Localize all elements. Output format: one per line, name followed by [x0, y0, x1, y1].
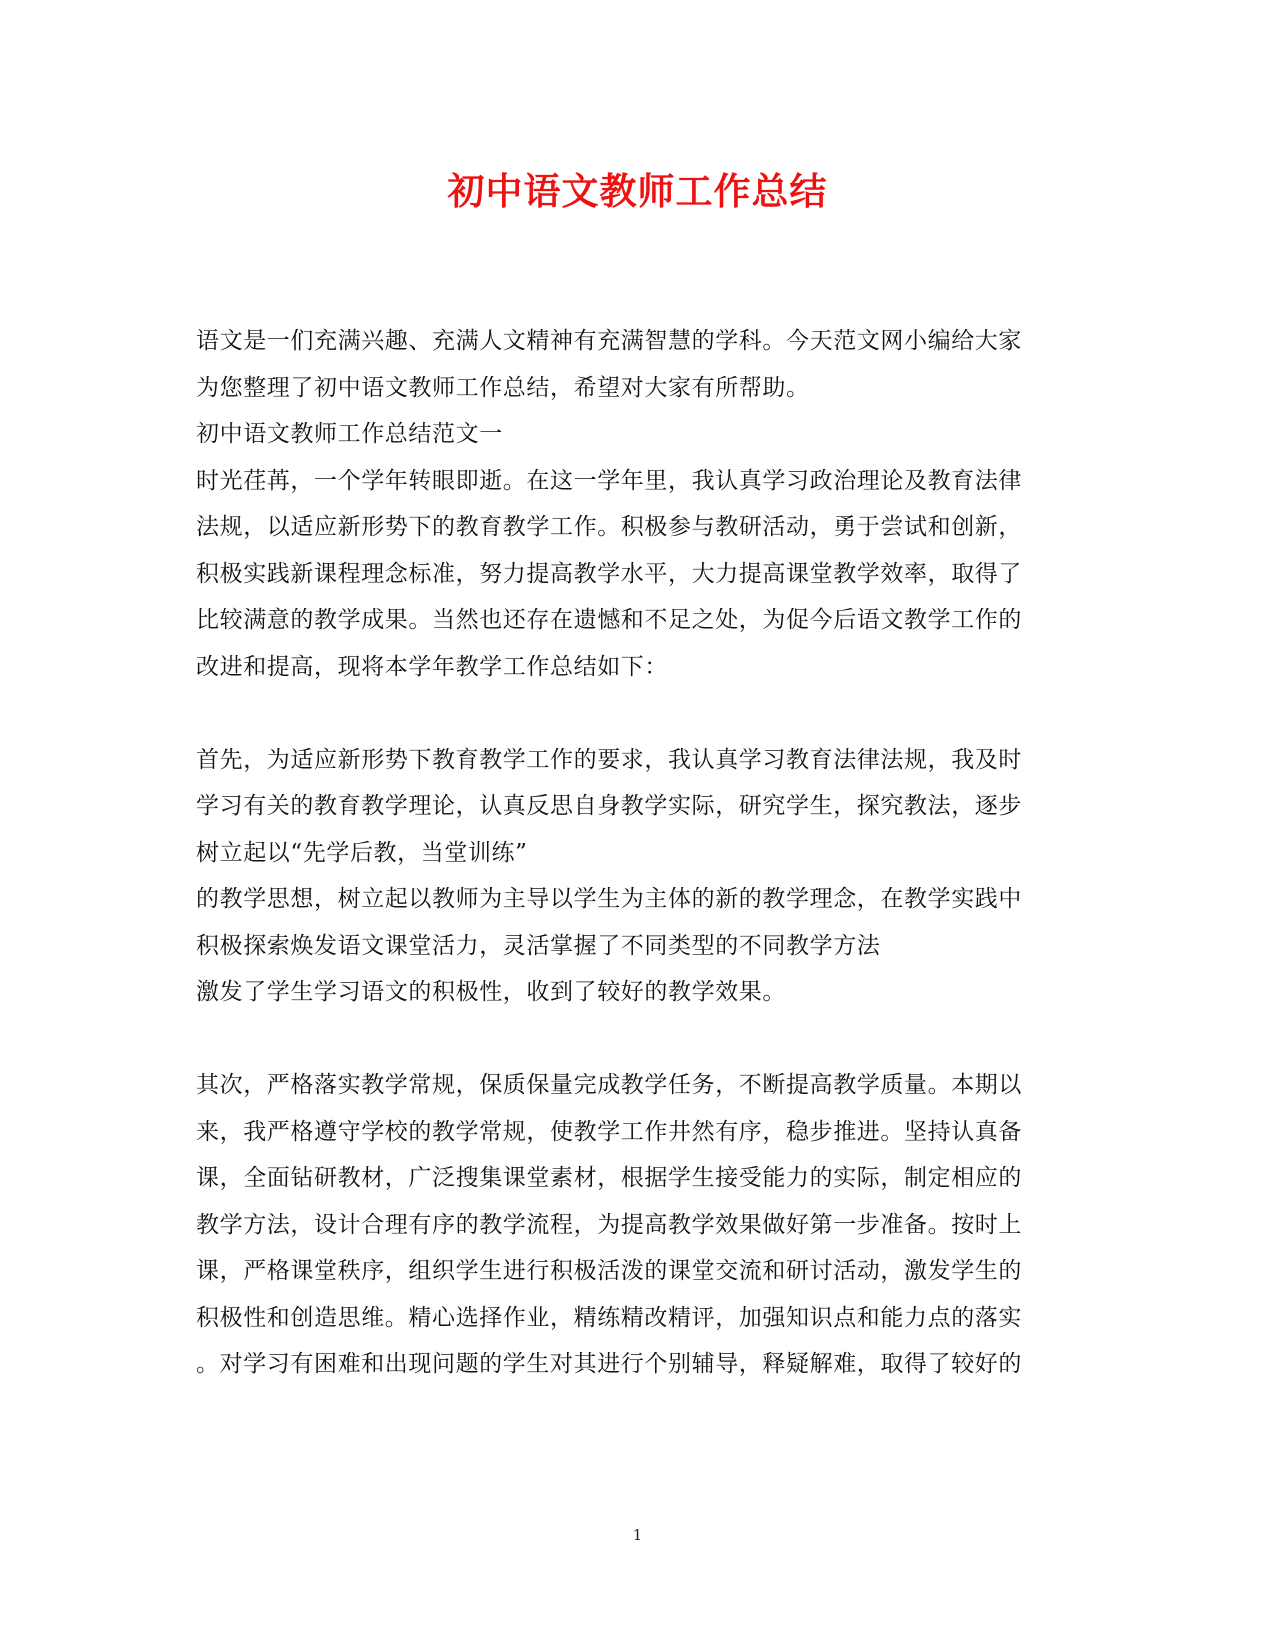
document-body — [196, 318, 1076, 1388]
intro-line-2: 为您整理了初中语文教师工作总结，希望对大家有所帮助。 — [196, 374, 810, 401]
paragraph-3-line-7: 。对学习有困难和出现问题的学生对其进行个别辅导，释疑解难，取得了较好的 — [196, 1351, 1022, 1377]
page-number: 1 — [632, 1526, 643, 1544]
paragraph-1-line-5: 改进和提高，现将本学年教学工作总结如下： — [196, 653, 668, 680]
paragraph-1-line-1: 时光荏苒，一个学年转眼即逝。在这一学年里，我认真学习政治理论及教育法律 — [196, 467, 1022, 494]
section-heading: 初中语文教师工作总结范文一 — [196, 421, 503, 447]
paragraph-gap — [196, 1016, 1076, 1063]
paragraph-1-line-4: 比较满意的教学成果。当然也还存在遗憾和不足之处，为促今后语文教学工作的 — [196, 607, 1022, 633]
paragraph-2-line-6: 激发了学生学习语文的积极性，收到了较好的教学效果。 — [196, 979, 786, 1005]
paragraph-3-line-5: 课，严格课堂秩序，组织学生进行积极活泼的课堂交流和研讨活动，激发学生的 — [196, 1258, 1022, 1284]
paragraph-2-line-2: 学习有关的教育教学理论，认真反思自身教学实际，研究学生，探究教法，逐步 — [196, 793, 1022, 819]
paragraph-2-line-4: 的教学思想，树立起以教师为主导以学生为主体的新的教学理念，在教学实践中 — [196, 886, 1022, 912]
paragraph-2-line-3: 树立起以“先学后教，当堂训练” — [196, 839, 528, 866]
paragraph-3-line-2: 来，我严格遵守学校的教学常规，使教学工作井然有序，稳步推进。坚持认真备 — [196, 1118, 1022, 1145]
paragraph-gap — [196, 690, 1076, 737]
paragraph-3-line-6: 积极性和创造思维。精心选择作业，精练精改精评，加强知识点和能力点的落实 — [196, 1304, 1022, 1331]
paragraph-2-line-1: 首先，为适应新形势下教育教学工作的要求，我认真学习教育法律法规，我及时 — [196, 746, 1022, 773]
intro-line-1: 语文是一们充满兴趣、充满人文精神有充满智慧的学科。今天范文网小编给大家 — [196, 328, 1022, 354]
paragraph-1-line-3: 积极实践新课程理念标准，努力提高教学水平，大力提高课堂教学效率，取得了 — [196, 560, 1022, 587]
page-title: 初中语文教师工作总结 — [447, 169, 828, 213]
paragraph-2-line-5: 积极探索焕发语文课堂活力，灵活掌握了不同类型的不同教学方法 — [196, 932, 881, 959]
paragraph-3-line-3: 课，全面钻研教材，广泛搜集课堂素材，根据学生接受能力的实际，制定相应的 — [196, 1165, 1022, 1191]
paragraph-1-line-2: 法规，以适应新形势下的教育教学工作。积极参与教研活动，勇于尝试和创新， — [196, 514, 1022, 540]
paragraph-3-line-4: 教学方法，设计合理有序的教学流程，为提高教学效果做好第一步准备。按时上 — [196, 1211, 1022, 1238]
paragraph-3-line-1: 其次，严格落实教学常规，保质保量完成教学任务，不断提高教学质量。本期以 — [196, 1072, 1022, 1098]
